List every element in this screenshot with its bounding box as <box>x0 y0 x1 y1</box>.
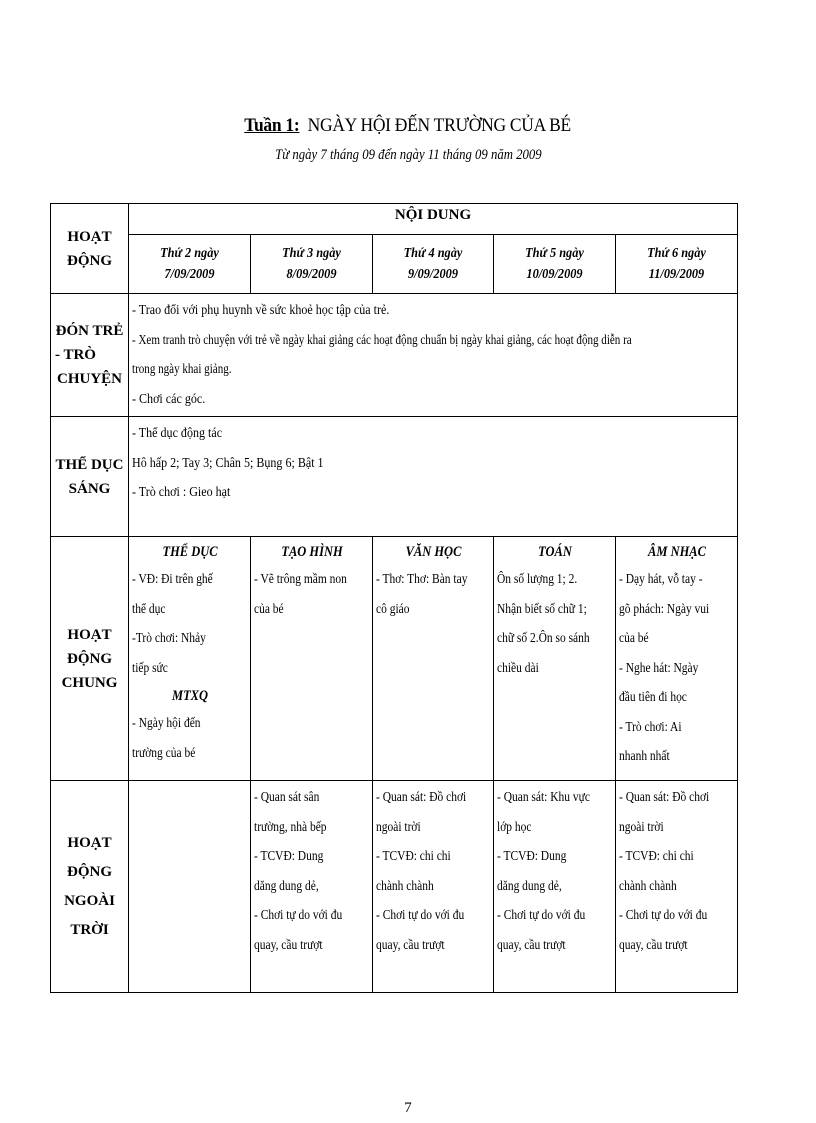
document-title <box>245 113 572 139</box>
outdoor-tue <box>251 781 373 993</box>
common-mon <box>129 537 251 781</box>
outdoor-thu <box>494 781 616 993</box>
content-line: - Chơi tự do với đu <box>254 908 343 923</box>
content-line: trong ngày khai giảng. <box>132 362 232 377</box>
row-label-line: TRỜI <box>70 921 109 938</box>
date-range: Từ ngày 7 tháng 09 đến ngày 11 tháng 09 năm 2009 <box>274 147 542 163</box>
content-line: - TCVĐ: chi chi <box>376 849 451 864</box>
row-label-outdoor <box>51 781 129 993</box>
document-header <box>0 113 816 165</box>
row-label-common <box>51 537 129 781</box>
activity-header-line: ĐỘNG <box>67 252 112 269</box>
exercise-content <box>129 417 738 537</box>
day-header-tue <box>251 235 373 294</box>
content-line: - Vẽ trông mầm non <box>254 572 347 587</box>
outdoor-fri <box>616 781 738 993</box>
content-line: - Trò chơi : Gieo hạt <box>132 485 231 500</box>
content-line: của bé <box>619 631 649 646</box>
content-line: trường của bé <box>132 745 196 761</box>
outdoor-mon <box>129 781 251 993</box>
content-line: - Xem tranh trò chuyện với trẻ về ngày khai giảng các hoạt động chuẩn bị ngày khai giảng, các hoạt động diễn ra <box>132 332 632 348</box>
content-line: Hô hấp 2; Tay 3; Chân 5; Bụng 6; Bật 1 <box>132 455 324 471</box>
content-line: đầu tiên đi học <box>619 690 687 705</box>
content-line: dăng dung dẻ, <box>254 878 319 894</box>
row-label-line: - TRÒ <box>55 347 96 363</box>
content-line: chành chành <box>619 878 677 894</box>
content-line: - Trò chơi: Ai <box>619 719 682 735</box>
day-header-thu <box>494 235 616 294</box>
content-line: trường, nhà bếp <box>254 819 327 835</box>
common-thu <box>494 537 616 781</box>
content-line: quay, cầu trượt <box>254 937 323 953</box>
subject-text: MTXQ <box>171 688 209 704</box>
content-line: - TCVĐ: Dung <box>497 849 567 864</box>
content-line: nhanh nhất <box>619 749 670 764</box>
day-date: 9/09/2009 <box>408 267 458 282</box>
content-line: ngoài trời <box>376 819 421 835</box>
day-name: Thứ 6 ngày <box>647 246 706 261</box>
row-label-welcome <box>51 294 129 417</box>
row-label-line: ĐÓN TRẺ <box>55 323 124 339</box>
content-line: - Chơi tự do với đu <box>619 908 708 923</box>
content-line: - Chơi các góc. <box>132 391 206 407</box>
content-line: - Quan sát: Đồ chơi <box>376 790 467 805</box>
welcome-content <box>129 294 738 417</box>
content-line: Ôn số lượng 1; 2. <box>497 572 578 587</box>
content-line: - VĐ: Đi trên ghế <box>132 572 213 587</box>
subject-text: TOÁN <box>538 544 572 560</box>
content-line: - Trao đổi với phụ huynh về sức khoẻ học tập của trẻ. <box>132 303 390 318</box>
week-label: Tuần 1: <box>244 115 300 136</box>
subject-text: VĂN HỌC <box>405 544 462 560</box>
subject-title <box>132 683 248 709</box>
content-line: quay, cầu trượt <box>619 937 688 953</box>
content-line: - Nghe hát: Ngày <box>619 660 699 676</box>
activity-header <box>51 204 129 294</box>
day-name: Thứ 3 ngày <box>282 246 341 261</box>
row-label-line: NGOÀI <box>64 892 115 909</box>
row-label-line: THỂ DỤC <box>55 456 124 473</box>
subject-title <box>619 539 735 565</box>
subject-text: TẠO HÌNH <box>281 544 343 560</box>
content-line: chành chành <box>376 878 434 894</box>
day-date: 10/09/2009 <box>526 267 583 282</box>
content-line: - Thơ: Thơ: Bàn tay <box>376 572 468 587</box>
content-line: - TCVĐ: Dung <box>254 849 324 864</box>
common-tue <box>251 537 373 781</box>
row-label-line: SÁNG <box>68 480 111 497</box>
content-line: ngoài trời <box>619 819 664 835</box>
content-line: - Ngày hội đến <box>132 716 201 731</box>
content-line: -Trò chơi: Nhảy <box>132 631 206 646</box>
day-header-fri <box>616 235 738 294</box>
weekly-plan-table <box>50 203 738 993</box>
subject-title <box>132 539 248 565</box>
content-line: dăng dung dẻ, <box>497 878 562 894</box>
content-line: của bé <box>254 601 284 617</box>
subject-title <box>376 539 491 565</box>
row-label-line: ĐỘNG <box>67 650 112 667</box>
content-line: gõ phách: Ngày vui <box>619 601 710 617</box>
week-theme: NGÀY HỘI ĐẾN TRƯỜNG CỦA BÉ <box>308 115 572 136</box>
content-line: - Thể dục động tác <box>132 426 223 441</box>
content-line: - Quan sát sân <box>254 790 320 805</box>
day-header-wed <box>373 235 494 294</box>
subject-text: THỂ DỤC <box>162 544 218 560</box>
day-name: Thứ 4 ngày <box>403 246 463 261</box>
content-line: - Dạy hát, vỗ tay - <box>619 572 703 587</box>
activity-header-line: HOẠT <box>67 228 112 245</box>
content-line: cô giáo <box>376 601 410 617</box>
day-header-mon <box>129 235 251 294</box>
content-line: thể dục <box>132 601 166 617</box>
day-date: 7/09/2009 <box>164 267 215 282</box>
page-number: 7 <box>404 1100 412 1116</box>
day-date: 11/09/2009 <box>648 267 705 282</box>
outdoor-wed <box>373 781 494 993</box>
content-line: lớp học <box>497 819 532 835</box>
content-line: chữ số 2.Ôn so sánh <box>497 631 590 646</box>
common-fri <box>616 537 738 781</box>
day-name: Thứ 2 ngày <box>160 246 219 261</box>
content-line: chiều dài <box>497 660 539 676</box>
row-label-line: HOẠT <box>67 626 112 643</box>
subject-title <box>497 539 613 565</box>
content-line: quay, cầu trượt <box>376 937 445 953</box>
content-line: - Chơi tự do với đu <box>497 908 586 923</box>
row-label-exercise <box>51 417 129 537</box>
common-wed <box>373 537 494 781</box>
subject-text: ÂM NHẠC <box>648 544 706 560</box>
day-name: Thứ 5 ngày <box>525 246 584 261</box>
content-header: NỘI DUNG <box>129 204 738 235</box>
content-line: - Quan sát: Khu vực <box>497 790 590 805</box>
row-label-line: ĐỘNG <box>67 863 112 880</box>
content-line: - Chơi tự do với đu <box>376 908 465 923</box>
content-line: - Quan sát: Đồ chơi <box>619 790 710 805</box>
content-line: quay, cầu trượt <box>497 937 566 953</box>
content-line: - TCVĐ: chi chi <box>619 849 694 864</box>
content-line: tiếp sức <box>132 660 168 676</box>
row-label-line: CHUYỆN <box>56 371 122 387</box>
subject-title <box>254 539 370 565</box>
content-line: Nhận biết số chữ 1; <box>497 601 587 617</box>
day-date: 8/09/2009 <box>286 267 337 282</box>
row-label-line: CHUNG <box>61 674 118 691</box>
row-label-line: HOẠT <box>67 834 112 851</box>
